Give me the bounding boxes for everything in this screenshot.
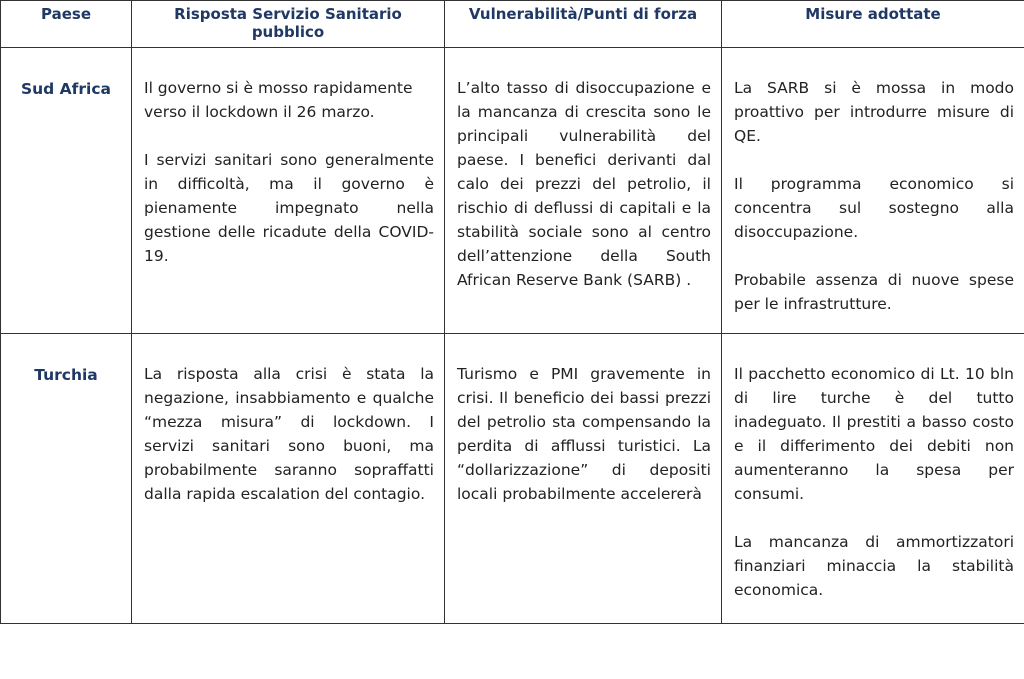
country-name: Turchia <box>1 334 132 624</box>
health-response-paragraph: I servizi sanitari sono generalmente in difficoltà, ma il governo è pienamente impegnato nella gestione delle ricadute della COVID-19. <box>144 151 434 265</box>
health-response-cell <box>132 48 445 334</box>
measures-cell <box>722 48 1024 334</box>
measures-cell <box>722 334 1024 624</box>
health-response-paragraph: La risposta alla crisi è stata la negazione, insabbiamento e qualche “mezza misura” di lockdown. I servizi sanitari sono buoni, ma probabilmente saranno sopraffatti dalla rapida escalation del contagio. <box>144 365 434 503</box>
header-measures: Misure adottate <box>722 1 1024 48</box>
measures-paragraph: La mancanza di ammortizzatori finanziari minaccia la stabilità economica. <box>734 533 1014 599</box>
measures-paragraph: La SARB si è mossa in modo proattivo per introdurre misure di QE. <box>734 79 1014 145</box>
vulnerabilities-paragraph: Turismo e PMI gravemente in crisi. Il beneficio dei bassi prezzi del petrolio sta compensando la perdita di afflussi turistici. La “dollarizzazione” di depositi locali probabilmente accelererà <box>457 365 711 503</box>
health-response-cell <box>132 334 445 624</box>
header-country: Paese <box>1 1 132 48</box>
measures-paragraph: Probabile assenza di nuove spese per le infrastrutture. <box>734 271 1014 313</box>
table-row-turkey <box>1 334 1024 624</box>
measures-paragraph: Il pacchetto economico di Lt. 10 bln di lire turche è del tutto inadeguato. Il prestiti a basso costo e il differimento dei debiti non aumenteranno la spesa per consumi. <box>734 365 1014 503</box>
vulnerabilities-cell <box>445 48 722 334</box>
header-vulnerabilities: Vulnerabilità/Punti di forza <box>445 1 722 48</box>
header-health-response: Risposta Servizio Sanitario pubblico <box>132 1 445 48</box>
table-row-south-africa <box>1 48 1024 334</box>
vulnerabilities-cell <box>445 334 722 624</box>
country-name: Sud Africa <box>1 48 132 334</box>
vulnerabilities-paragraph: L’alto tasso di disoccupazione e la mancanza di crescita sono le principali vulnerabilità del paese. I benefici derivanti dal calo dei prezzi del petrolio, il rischio di deflussi di capitali e la stabilità sociale sono al centro dell’attenzione della South African Reserve Bank (SARB) . <box>457 79 711 289</box>
table-header-row <box>1 1 1024 48</box>
health-response-paragraph: Il governo si è mosso rapidamente verso il lockdown il 26 marzo. <box>144 79 413 121</box>
measures-paragraph: Il programma economico si concentra sul sostegno alla disoccupazione. <box>734 175 1014 241</box>
